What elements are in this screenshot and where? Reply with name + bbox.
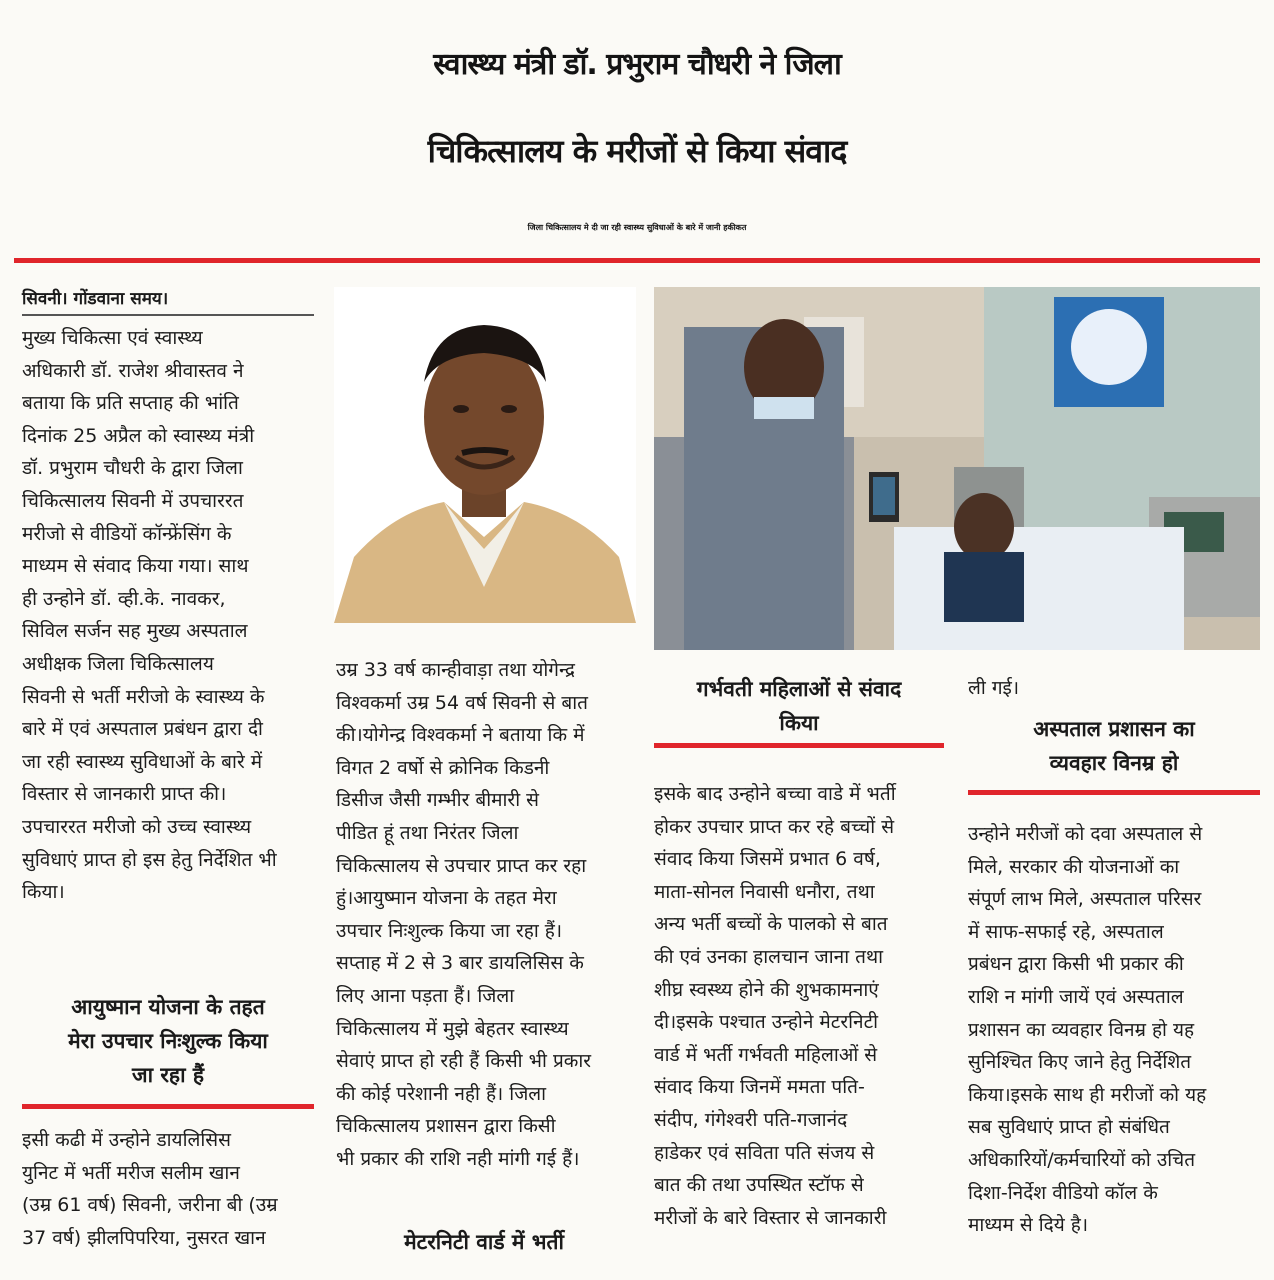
body-line: माध्यम से संवाद किया गया। साथ [22, 555, 249, 578]
body-line: मुख्य चिकित्सा एवं स्वास्थ्य [22, 327, 203, 349]
body-line: होकर उपचार प्राप्त कर रहे बच्चों से [654, 815, 895, 838]
column-4-body [968, 818, 1260, 1242]
body-line: अधिकारी डॉ. राजेश श्रीवास्तव ने [22, 359, 244, 382]
body-line: में साफ-सफाई रहे, अस्पताल [968, 920, 1164, 943]
body-line: संवाद किया जिनमें ममता पति- [654, 1076, 865, 1099]
body-line: विस्तार से जानकारी प्राप्त की। [22, 783, 227, 806]
body-line: सप्ताह में 2 से 3 बार डायलिसिस के [336, 952, 584, 975]
column-2-subhead [336, 1225, 632, 1259]
body-line: बताया कि प्रति सप्ताह की भांति [22, 392, 239, 415]
body-line: युनिट में भर्ती मरीज सलीम खान [22, 1161, 240, 1184]
body-line: माध्यम से दिये है। [968, 1214, 1089, 1237]
body-line: अन्य भर्ती बच्चों के पालको से बात [654, 913, 888, 936]
column-3-subhead [654, 672, 944, 740]
body-line: दिनांक 25 अप्रैल को स्वास्थ्य मंत्री [22, 424, 255, 447]
body-line: लिए आना पड़ता हैं। जिला [336, 984, 515, 1007]
body-line: बात की तथा उपस्थित स्टॉफ से [654, 1174, 864, 1197]
headline-line-1: स्वास्थ्य मंत्री डॉ. प्रभुराम चौधरी ने जिला [433, 47, 841, 82]
body-line: की एवं उनका हालचान जाना तथा [654, 945, 884, 968]
body-line: अधिकारियों/कर्मचारियों को उचित [968, 1148, 1196, 1171]
body-line: बारे में एवं अस्पताल प्रबंधन द्वारा दी [22, 718, 263, 741]
hospital-dialysis-photo [654, 287, 1260, 650]
subhead-line: व्यवहार विनम्र हो [1049, 751, 1179, 775]
body-line: (उम्र 61 वर्ष) सिवनी, जरीना बी (उम्र [22, 1194, 278, 1217]
column-3-subhead-rule [654, 743, 944, 748]
column-4-first-line-text: ली गई। [968, 677, 1020, 699]
body-line: की कोई परेशानी नही हैं। जिला [336, 1082, 547, 1105]
body-line: चिकित्सालय सिवनी में उपचाररत [22, 489, 244, 512]
dateline: सिवनी। गोंडवाना समय। [22, 289, 169, 309]
body-line: चिकित्सालय से उपचार प्राप्त कर रहा [336, 854, 587, 877]
body-line: चिकित्सालय में मुझे बेहतर स्वास्थ्य [336, 1017, 569, 1040]
body-line: मरीजो से वीडियों कॉन्फ्रेंसिंग के [22, 522, 232, 545]
body-line: डॉ. प्रभुराम चौधरी के द्वारा जिला [22, 457, 243, 480]
body-line: इसके बाद उन्होने बच्चा वाडे में भर्ती [654, 783, 896, 805]
subhead-line: गर्भवती महिलाओं से संवाद [696, 677, 902, 701]
column-1-subhead-rule [22, 1104, 314, 1109]
body-line: किया।इसके साथ ही मरीजों को यह [968, 1083, 1207, 1106]
subhead-line: जा रहा हैं [132, 1063, 204, 1087]
body-line: उम्र 33 वर्ष कान्हीवाड़ा तथा योगेन्द्र [336, 659, 575, 681]
body-line: संपूर्ण लाभ मिले, अस्पताल परिसर [968, 888, 1202, 911]
column-3-body [654, 778, 944, 1234]
body-line: संवाद किया जिसमें प्रभात 6 वर्ष, [654, 848, 881, 871]
body-line: दी।इसके पश्चात उन्होने मेटरनिटी [654, 1011, 879, 1034]
body-line: किया। [22, 881, 65, 904]
headline-red-rule [14, 258, 1260, 263]
body-line: वार्ड में भर्ती गर्भवती महिलाओं से [654, 1043, 878, 1066]
dateline-rule [22, 314, 314, 316]
body-line: प्रशासन का व्यवहार विनम्र हो यह [968, 1018, 1195, 1041]
body-line: विश्वकर्मा उम्र 54 वर्ष सिवनी से बात [336, 691, 588, 714]
body-line: 37 वर्ष) झीलपिपरिया, नुसरत खान [22, 1226, 266, 1249]
body-line: ही उन्होने डॉ. व्ही.के. नावकर, [22, 587, 226, 610]
subhead-line: आयुष्मान योजना के तहत [71, 995, 265, 1019]
body-line: सब सुविधाएं प्राप्त हो संबंधित [968, 1116, 1170, 1139]
body-line: सुनिश्चित किए जाने हेतु निर्देशित [968, 1051, 1192, 1074]
body-line: सुविधाएं प्राप्त हो इस हेतु निर्देशित भी [22, 848, 277, 871]
body-line: पीडित हूं तथा निरंतर जिला [336, 821, 519, 844]
body-line: राशि न मांगी जायें एवं अस्पताल [968, 985, 1184, 1008]
column-1-body-continued [22, 1124, 314, 1254]
body-line: उपचाररत मरीजो को उच्च स्वास्थ्य [22, 815, 252, 838]
subheading: जिला चिकित्सालय मे दी जा रही स्वास्थ्य सुविधाओं के बारे में जानी हकीकत [527, 223, 747, 232]
body-line: दिशा-निर्देश वीडियो कॉल के [968, 1181, 1158, 1204]
column-4-subhead-rule [968, 790, 1260, 795]
body-line: उन्होने मरीजों को दवा अस्पताल से [968, 823, 1203, 845]
subhead-line: अस्पताल प्रशासन का [1033, 717, 1195, 741]
column-4-subhead [968, 712, 1260, 780]
body-line: मिले, सरकार की योजनाओं का [968, 855, 1180, 878]
column-4-first-line [968, 672, 1260, 705]
body-line: सिविल सर्जन सह मुख्य अस्पताल [22, 620, 248, 643]
subhead-line: मेरा उपचार निःशुल्क किया [68, 1029, 268, 1053]
body-line: सिवनी से भर्ती मरीजो के स्वास्थ्य के [22, 685, 265, 708]
body-line: इसी कढी में उन्होने डायलिसिस [22, 1129, 231, 1151]
subhead-line: किया [779, 711, 819, 735]
body-line: अधीक्षक जिला चिकित्सालय [22, 652, 214, 675]
body-line: की।योगेन्द्र विश्वकर्मा ने बताया कि में [336, 724, 585, 747]
body-line: शीघ्र स्वस्थ्य होने की शुभकामनाएं [654, 978, 879, 1001]
minister-portrait-photo [334, 287, 636, 623]
body-line: डिसीज जैसी गम्भीर बीमारी से [336, 789, 540, 812]
body-line: सेवाएं प्राप्त हो रही हैं किसी भी प्रकार [336, 1050, 592, 1073]
column-1-subhead [22, 990, 314, 1092]
body-line: मरीजों के बारे विस्तार से जानकारी [654, 1206, 887, 1229]
body-line: उपचार निःशुल्क किया जा रहा हैं। [336, 919, 563, 942]
subhead-line: मेटरनिटी वार्ड में भर्ती [404, 1230, 564, 1254]
body-line: भी प्रकार की राशि नही मांगी गई हैं। [336, 1147, 580, 1170]
column-2-body [336, 654, 632, 1176]
body-line: विगत 2 वर्षो से क्रोनिक किडनी [336, 756, 550, 779]
body-line: हाडेकर एवं सविता पति संजय से [654, 1141, 875, 1164]
body-line: संदीप, गंगेश्वरी पति-गजानंद [654, 1108, 848, 1131]
body-line: चिकित्सालय प्रशासन द्वारा किसी [336, 1115, 556, 1138]
column-1-body [22, 322, 314, 909]
headline-line-2: चिकित्सालय के मरीजों से किया संवाद [427, 132, 847, 170]
body-line: जा रही स्वास्थ्य सुविधाओं के बारे में [22, 750, 263, 773]
body-line: हुं।आयुष्मान योजना के तहत मेरा [336, 887, 557, 910]
body-line: माता-सोनल निवासी धनौरा, तथा [654, 880, 875, 903]
body-line: प्रबंधन द्वारा किसी भी प्रकार की [968, 953, 1184, 976]
